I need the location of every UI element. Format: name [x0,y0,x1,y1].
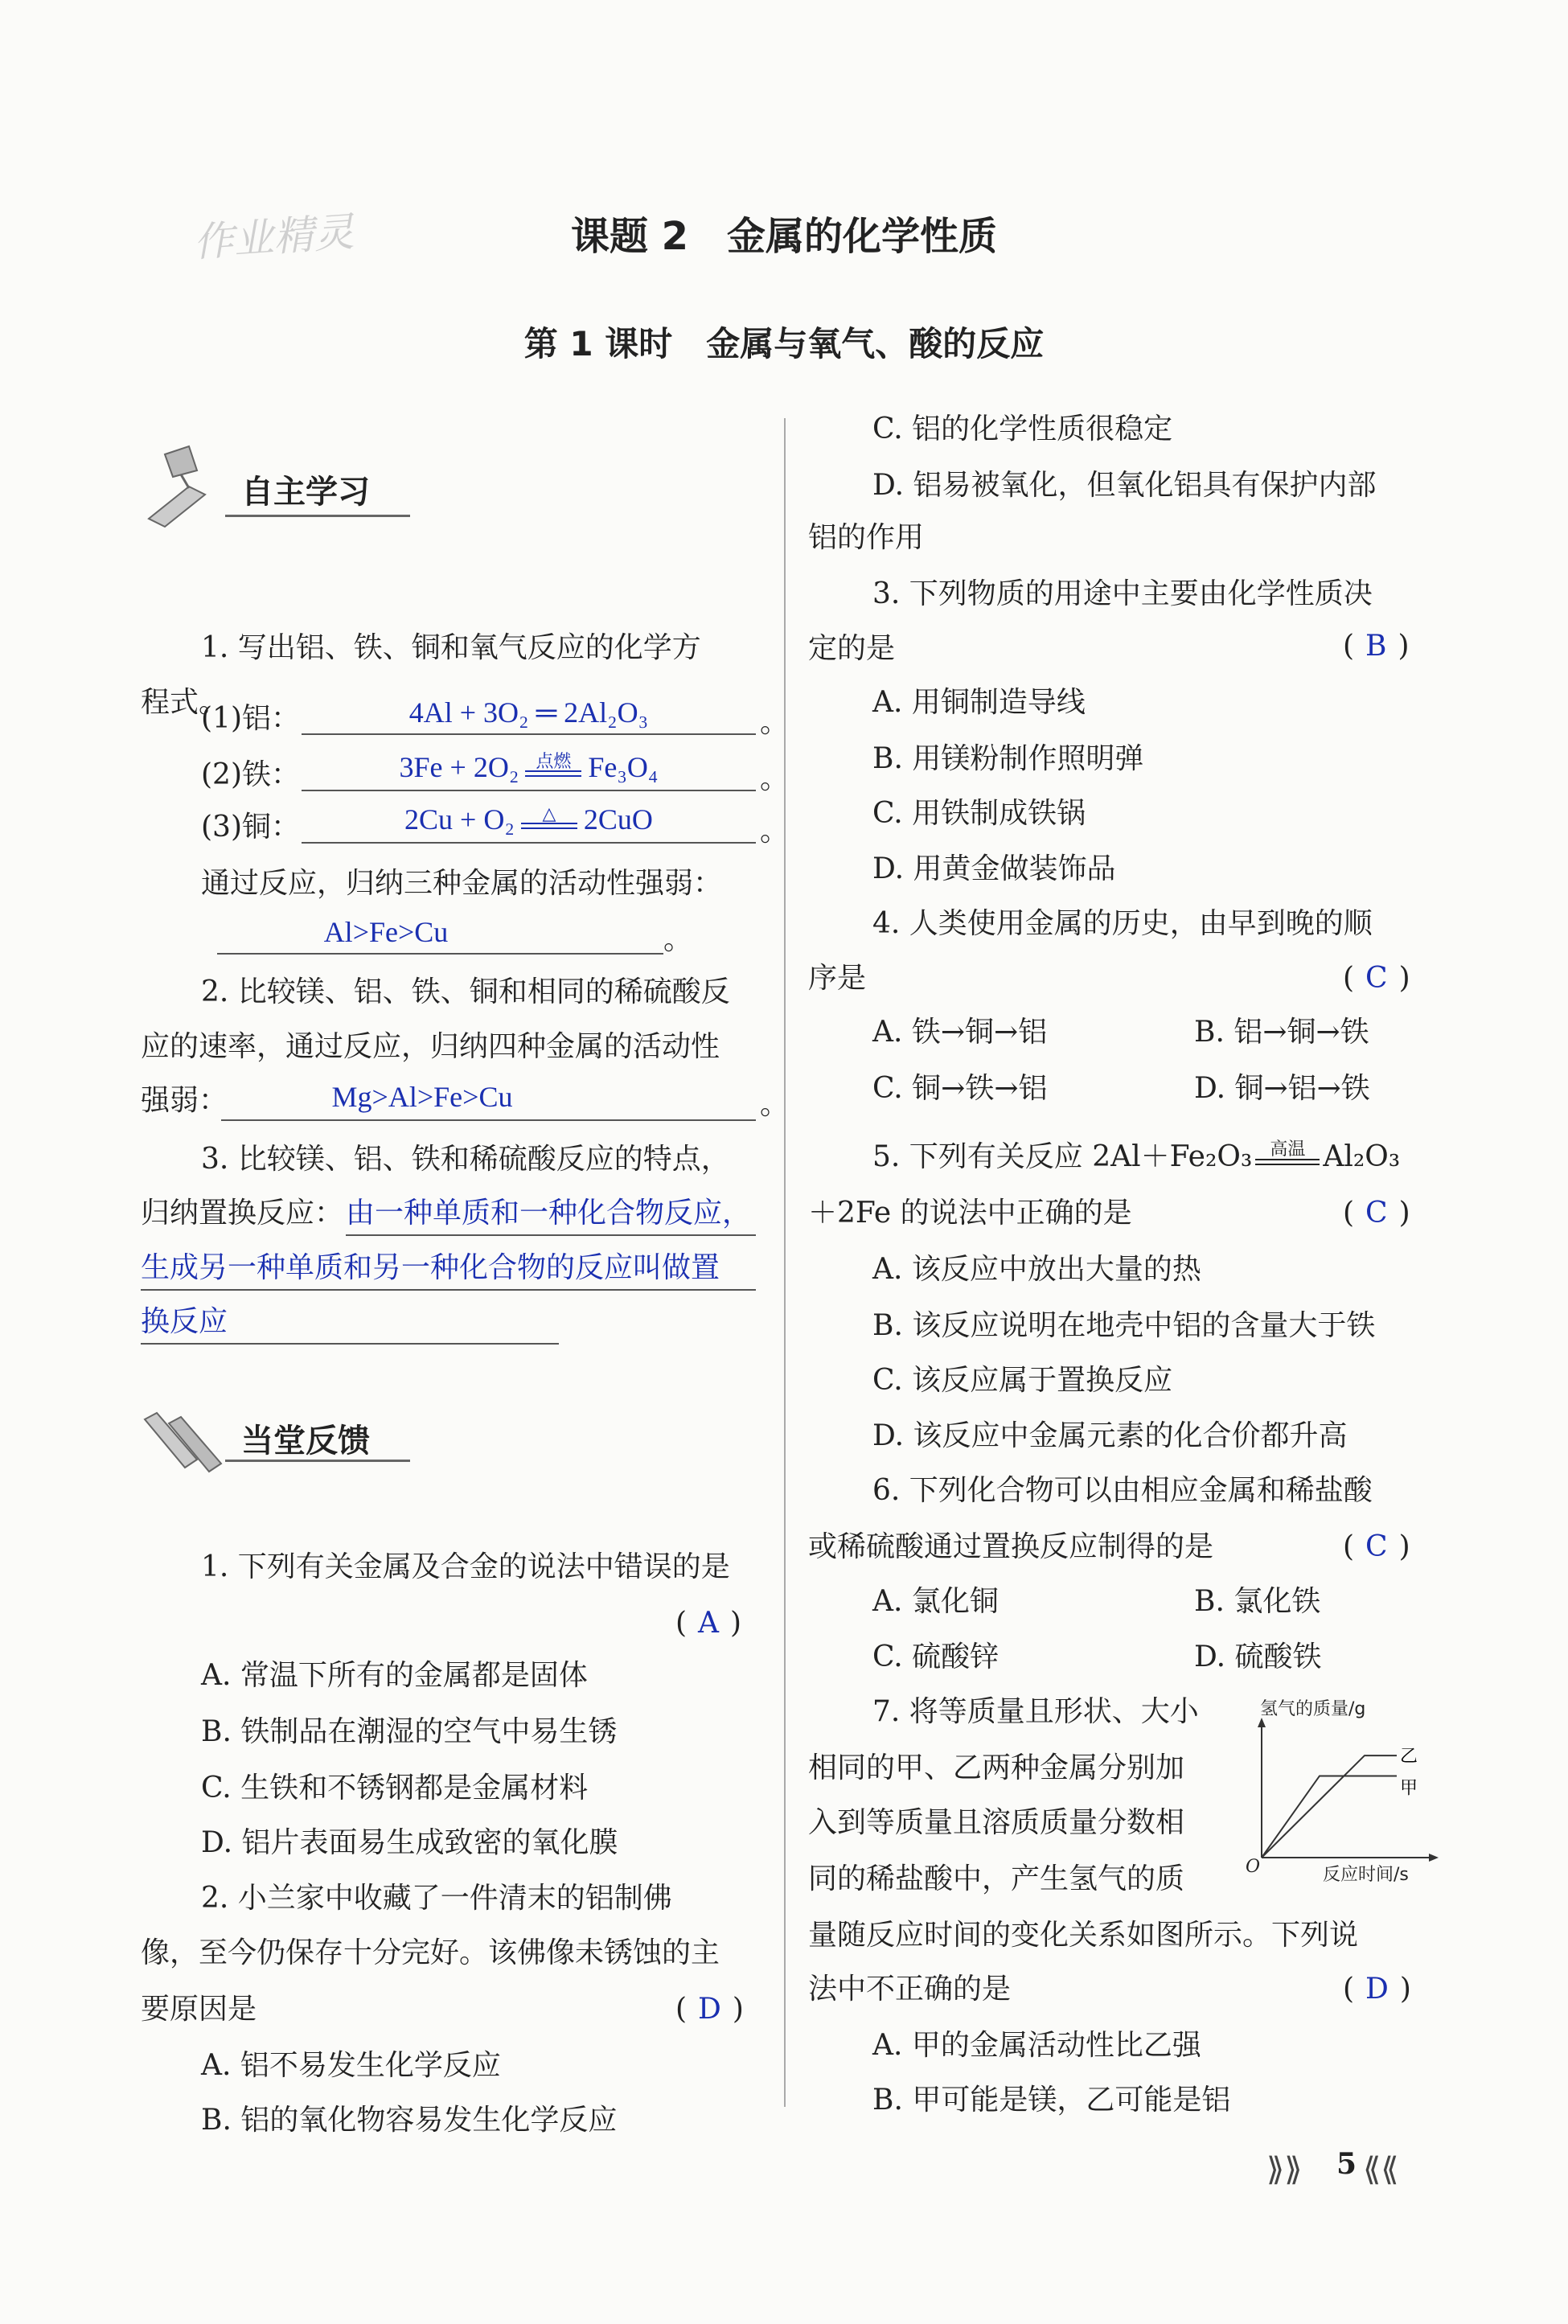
rc-q7-text-cont: 相同的甲、乙两种金属分别加 [808,1751,1185,1784]
fb-q2-option: A. 铝不易发生化学反应 [201,2049,501,2082]
rc-q4-option-b: B. 铝→铜→铁 [1194,1016,1369,1049]
rc-q4-text-cont: 序是 [808,962,867,995]
q1b-answer-line [302,790,756,791]
q3-answer-2: 生成另一种单质和另一种化合物的反应叫做置 [141,1251,720,1284]
q3-answer-1: 由一种单质和一种化合物反应， [346,1197,752,1230]
rc-q3-option: B. 用镁粉制作照明弹 [872,742,1144,775]
lesson-subtitle: 第 1 课时 金属与氧气、酸的反应 [523,324,1045,363]
chart-series-line-0 [1262,1755,1397,1858]
rc-q6-option-c: C. 硫酸锌 [872,1640,999,1673]
rc-q4-option-a: A. 铁→铜→铝 [872,1016,1048,1049]
q1-summary-answer: Al>Fe>Cu [323,916,449,948]
rc-q5-option: D. 该反应中金属元素的化合价都升高 [872,1419,1348,1452]
page-ornament-right: ⟪⟪ [1363,2151,1399,2188]
rc-q5-option: A. 该反应中放出大量的热 [872,1253,1201,1286]
q3-answer-3: 换反应 [141,1305,228,1338]
period: 。 [760,762,790,795]
q1-summary-line [217,953,663,955]
rc-q3-answer: ( B ) [1343,630,1410,663]
rc-q4-answer: ( C ) [1343,962,1410,995]
hydrogen-mass-chart [1242,1697,1451,1882]
q2-answer: Mg>Al>Fe>Cu [331,1081,513,1113]
rc-q7-text-cont: 量随反应时间的变化关系如图所示。下列说 [808,1919,1359,1952]
rc-q5-text-cont: ＋2Fe 的说法中正确的是 [808,1197,1132,1230]
chart-origin: O [1246,1857,1261,1877]
rc-q7-text-cont: 同的稀盐酸中，产生氢气的质 [808,1862,1185,1895]
rc-q7-option: A. 甲的金属活动性比乙强 [872,2029,1201,2062]
fb-q2-answer: ( D ) [675,1993,744,2026]
rc-q6-option-b: B. 氯化铁 [1194,1585,1321,1618]
rc-q6-answer: ( C ) [1343,1530,1410,1563]
q3-answer-line [346,1234,756,1236]
column-divider [784,418,786,2107]
rc-q7-option: B. 甲可能是镁，乙可能是铝 [872,2084,1231,2117]
q1b-label: (2)铁： [201,758,300,791]
rc-q5-text: 5. 下列有关反应 2Al＋Fe₂O₃ 高温 Al₂O₃ [872,1139,1401,1173]
chart-series-label-0: 乙 [1400,1747,1418,1768]
fb-q2-text-cont2: 要原因是 [141,1993,257,2026]
chart-series-label-1: 甲 [1400,1778,1418,1799]
fb-q1-option: A. 常温下所有的金属都是固体 [201,1659,588,1692]
rc-q7-answer: ( D ) [1343,1973,1411,2006]
q3-text: 3. 比较镁、铝、铁和稀硫酸反应的特点， [201,1143,730,1176]
rc-q5-answer: ( C ) [1343,1197,1410,1230]
chart-xlabel: 反应时间/s [1323,1865,1409,1882]
rc-q7-text-cont: 法中不正确的是 [808,1973,1012,2006]
chart-ylabel: 氢气的质量/g [1260,1699,1366,1719]
q1a-answer-line [302,733,756,735]
fb-q2-text-cont: 像，至今仍保存十分完好。该佛像未锈蚀的主 [141,1936,720,1969]
rc-q5-option: C. 该反应属于置换反应 [872,1364,1173,1397]
page-number: 5 [1336,2147,1357,2181]
fb-q1-text: 1. 下列有关金属及合金的说法中错误的是 [201,1550,730,1583]
chart-x-arrow [1429,1854,1439,1862]
feedback-pen-icon [137,1403,241,1484]
rc-q2-option-c: C. 铝的化学性质很稳定 [872,413,1173,446]
q1a-equation: 4Al + 3O₂ ═ 2Al₂O₃ [408,696,649,729]
period: 。 [760,1088,790,1121]
q1a-label: (1)铝： [201,702,300,735]
q1-summary: 通过反应，归纳三种金属的活动性强弱： [201,867,723,900]
rc-q4-option-d: D. 铜→铝→铁 [1194,1072,1370,1105]
q1-text: 1. 写出铝、铁、铜和氧气反应的化学方 [201,631,701,664]
fb-q2-option: B. 铝的氧化物容易发生化学反应 [201,2104,618,2137]
rc-q3-text-cont: 定的是 [808,632,896,665]
section-underline [225,1460,410,1462]
period: 。 [760,815,790,848]
page-ornament-left: ⟫⟫ [1266,2151,1303,2188]
rc-q7-text: 7. 将等质量且形状、大小 [872,1695,1199,1728]
rc-q5-option: B. 该反应说明在地壳中铝的含量大于铁 [872,1309,1376,1342]
rc-q6-text: 6. 下列化合物可以由相应金属和稀盐酸 [872,1474,1373,1507]
study-lamp-icon [133,438,245,535]
section-title-feedback: 当堂反馈 [241,1423,370,1460]
rc-q6-option-d: D. 硫酸铁 [1194,1640,1322,1673]
q3-answer-line [141,1289,756,1291]
rc-q2-option-d: D. 铝易被氧化，但氧化铝具有保护内部 [872,469,1377,502]
q2-text-cont: 应的速率，通过反应，归纳四种金属的活动性 [141,1030,720,1063]
q1c-label: (3)铜： [201,811,300,844]
rc-q3-text: 3. 下列物质的用途中主要由化学性质决 [872,577,1373,610]
section-title-self-study: 自主学习 [241,474,370,511]
period: 。 [663,923,693,956]
fb-q1-option: C. 生铁和不锈钢都是金属材料 [201,1772,589,1805]
lesson-title: 课题 2 金属的化学性质 [570,214,998,259]
rc-q3-option: A. 用铜制造导线 [872,686,1086,719]
rc-q3-option: D. 用黄金做装饰品 [872,852,1116,885]
q2-text-cont2: 强弱： [141,1084,228,1117]
rc-q3-option: C. 用铁制成铁锅 [872,797,1086,830]
rc-q7-text-cont: 入到等质量且溶质质量分数相 [808,1806,1185,1839]
q2-answer-line [221,1119,756,1121]
fb-q1-option: D. 铝片表面易生成致密的氧化膜 [201,1826,618,1859]
rc-q4-text: 4. 人类使用金属的历史，由早到晚的顺 [872,907,1373,940]
publisher-logo: 作业精灵 [191,208,356,266]
rc-q2-option-d-cont: 铝的作用 [808,521,925,554]
rc-q6-text-cont: 或稀硫酸通过置换反应制得的是 [808,1530,1214,1563]
q2-text: 2. 比较镁、铝、铁、铜和相同的稀硫酸反 [201,975,730,1008]
q1-text-cont: 程式。 [141,686,228,719]
fb-q1-answer: ( A ) [675,1607,742,1640]
period: 。 [760,706,790,739]
q1c-equation: 2Cu + O₂ △ 2CuO [404,803,653,836]
q3-text-cont: 归纳置换反应： [141,1197,344,1230]
fb-q1-option: B. 铁制品在潮湿的空气中易生锈 [201,1715,618,1748]
fb-q2-text: 2. 小兰家中收藏了一件清末的铝制佛 [201,1882,672,1915]
section-underline [225,515,410,517]
q1c-answer-line [302,842,756,844]
rc-q6-option-a: A. 氯化铜 [872,1585,999,1618]
q3-answer-line [141,1343,559,1345]
rc-q4-option-c: C. 铜→铁→铝 [872,1072,1048,1105]
q1b-equation: 3Fe + 2O₂ 点燃 Fe₃O₄ [399,750,659,783]
chart-series-line-1 [1262,1776,1397,1858]
